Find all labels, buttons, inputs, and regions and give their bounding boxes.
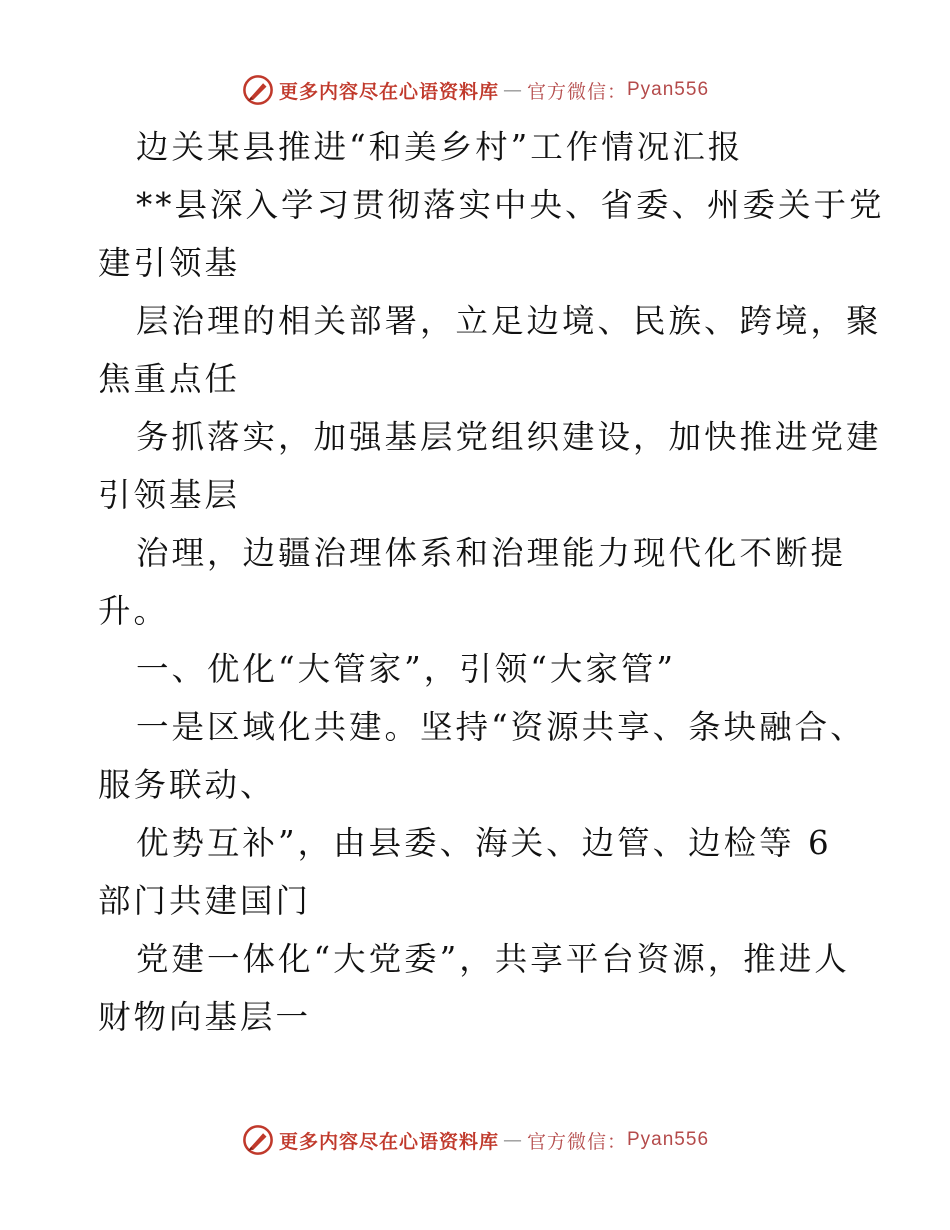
text-line: 一是区域化共建。坚持“资源共享、条块融合、	[136, 708, 866, 746]
text-line: 部门共建国门	[98, 882, 312, 920]
wechat-account: Pyan556	[627, 1129, 710, 1150]
brand-text: 更多内容尽在心语资料库	[278, 80, 499, 103]
text-line: 层治理的相关部署，立足边境、民族、跨境，聚	[136, 302, 882, 340]
banner-separator: —	[502, 1129, 523, 1151]
header-watermark	[0, 70, 950, 110]
document-title: 边关某县推进“和美乡村”工作情况汇报	[136, 128, 744, 166]
document-body	[98, 118, 885, 1046]
text-line: 引领基层	[98, 476, 241, 514]
brand-text: 更多内容尽在心语资料库	[278, 1130, 499, 1153]
text-line: 优势互补”，由县委、海关、边管、边检等 6	[136, 824, 832, 862]
wechat-label: 官方微信：	[526, 80, 627, 103]
text-line: 建引领基	[98, 244, 241, 282]
text-line: 升。	[98, 592, 170, 630]
pen-logo-icon	[241, 1123, 275, 1157]
banner-separator: —	[502, 79, 523, 101]
text-line: 治理，边疆治理体系和治理能力现代化不断提	[136, 534, 847, 572]
text-line: 焦重点任	[98, 360, 241, 398]
text-line: 党建一体化“大党委”，共享平台资源，推进人	[136, 940, 850, 978]
wechat-account: Pyan556	[627, 79, 710, 100]
footer-watermark	[0, 1120, 950, 1160]
pen-logo-icon	[241, 73, 275, 107]
text-line: 服务联动、	[98, 766, 276, 804]
text-line: 一、优化“大管家”，引领“大家管”	[136, 650, 676, 688]
wechat-label: 官方微信：	[526, 1130, 627, 1153]
text-line: 务抓落实，加强基层党组织建设，加快推进党建	[136, 418, 882, 456]
text-line: **县深入学习贯彻落实中央、省委、州委关于党	[136, 186, 885, 224]
text-line: 财物向基层一	[98, 998, 312, 1036]
